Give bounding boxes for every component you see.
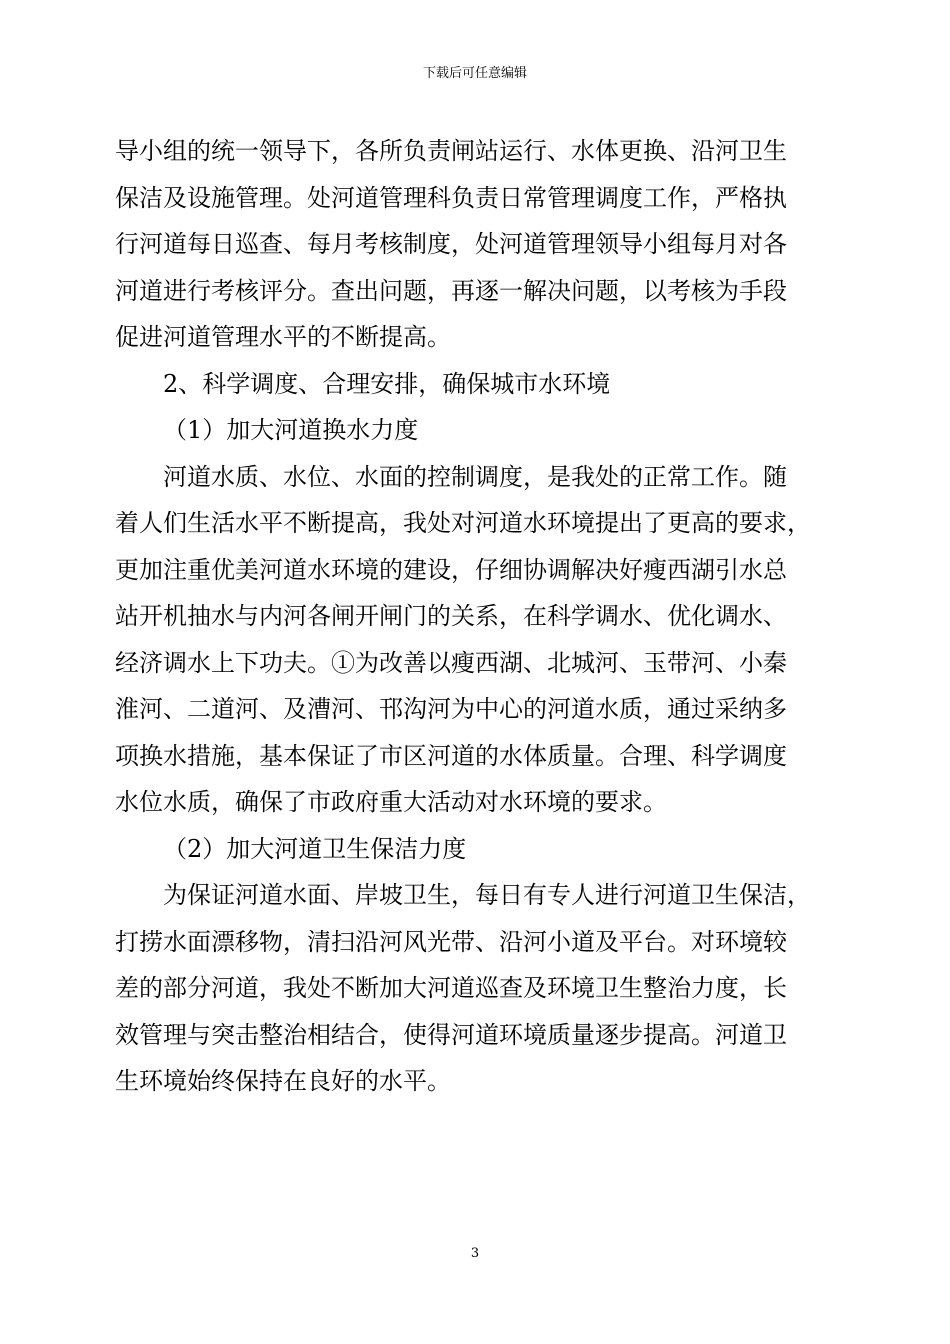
subsection-heading-sanitation	[115, 826, 840, 873]
section-heading-scheduling	[115, 361, 840, 408]
text-line: 水位水质，确保了市政府重大活动对水环境的要求。	[115, 788, 667, 816]
text-line: 差的部分河道，我处不断加大河道巡查及环境卫生整治力度，长	[115, 974, 787, 1002]
text-line: 着人们生活水平不断提高，我处对河道水环境提出了更高的要求，	[115, 509, 811, 537]
text-line: 河道水质、水位、水面的控制调度，是我处的正常工作。随	[163, 462, 787, 491]
paragraph-management-duties	[115, 128, 840, 361]
text-line: 淮河、二道河、及漕河、邗沟河为中心的河道水质，通过采纳多	[115, 695, 787, 723]
text-line: 生环境始终保持在良好的水平。	[115, 1067, 451, 1095]
text-line: 导小组的统一领导下，各所负责闸站运行、水体更换、沿河卫生	[115, 137, 787, 165]
subsection-heading-text: （1）加大河道换水力度	[163, 416, 419, 444]
text-line: 促进河道管理水平的不断提高。	[115, 323, 451, 351]
text-line: 行河道每日巡查、每月考核制度，处河道管理领导小组每月对各	[115, 230, 787, 258]
text-line: 效管理与突击整治相结合，使得河道环境质量逐步提高。河道卫	[115, 1020, 787, 1049]
page-header: 下载后可任意编辑	[422, 66, 527, 81]
subsection-heading-water-exchange	[115, 407, 840, 454]
document-body	[115, 128, 840, 1105]
text-line: 更加注重优美河道水环境的建设，仔细协调解决好瘦西湖引水总	[115, 555, 787, 584]
paragraph-sanitation	[115, 872, 840, 1105]
text-line: 项换水措施，基本保证了市区河道的水体质量。合理、科学调度	[115, 741, 787, 770]
subsection-heading-text: （2）加大河道卫生保洁力度	[163, 834, 467, 863]
text-line: 为保证河道水面、岸坡卫生，每日有专人进行河道卫生保洁，	[163, 881, 811, 909]
page-number: 3	[470, 1246, 480, 1261]
paragraph-water-exchange	[115, 454, 840, 826]
text-line: 站开机抽水与内河各闸开闸门的关系，在科学调水、优化调水、	[115, 602, 787, 630]
text-line: 河道进行考核评分。查出问题，再逐一解决问题，以考核为手段	[115, 276, 787, 305]
section-heading-text: 2、科学调度、合理安排，确保城市水环境	[163, 369, 611, 398]
text-line: 经济调水上下功夫。①为改善以瘦西湖、北城河、玉带河、小秦	[115, 648, 787, 677]
text-line: 打捞水面漂移物，清扫沿河风光带、沿河小道及平台。对环境较	[115, 927, 787, 956]
text-line: 保洁及设施管理。处河道管理科负责日常管理调度工作，严格执	[115, 183, 787, 212]
